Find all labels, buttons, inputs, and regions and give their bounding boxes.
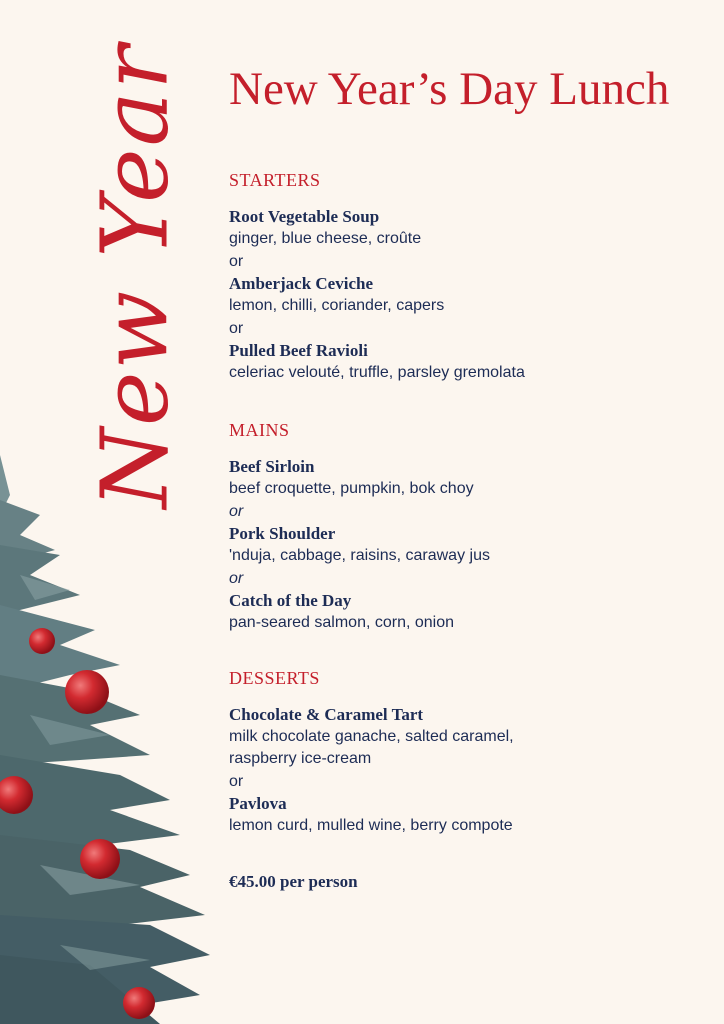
ornament: [80, 839, 120, 879]
section-heading: DESSERTS: [229, 668, 320, 688]
dish-description: milk chocolate ganache, salted caramel,: [229, 728, 514, 745]
section-heading: MAINS: [229, 420, 290, 440]
or-separator: or: [229, 570, 244, 587]
dish-description: lemon, chilli, coriander, capers: [229, 297, 445, 314]
dish-description: 'nduja, cabbage, raisins, caraway jus: [229, 547, 490, 564]
price-per-person: €45.00 per person: [229, 872, 358, 891]
starters-section: [229, 170, 699, 384]
desserts-section: [229, 668, 699, 837]
dish-name: Chocolate & Caramel Tart: [229, 705, 424, 724]
new-year-script-title: New Year: [81, 43, 189, 509]
page-title: New Year’s Day Lunch: [229, 63, 670, 115]
dish-name: Root Vegetable Soup: [229, 207, 380, 226]
dish-description: pan-seared salmon, corn, onion: [229, 614, 455, 631]
dish-description-cont: raspberry ice-cream: [229, 750, 372, 767]
or-separator: or: [229, 320, 244, 337]
section-heading: STARTERS: [229, 170, 321, 190]
or-separator: or: [229, 503, 244, 520]
ornament: [65, 670, 109, 714]
dish-description: beef croquette, pumpkin, bok choy: [229, 480, 474, 497]
or-separator: or: [229, 773, 244, 790]
dish-description: lemon curd, mulled wine, berry compote: [229, 817, 513, 834]
or-separator: or: [229, 253, 244, 270]
dish-name: Pavlova: [229, 794, 287, 813]
dish-description: ginger, blue cheese, croûte: [229, 230, 422, 247]
dish-name: Pulled Beef Ravioli: [229, 341, 368, 360]
dish-description: celeriac velouté, truffle, parsley gremolata: [229, 364, 525, 381]
christmas-tree-illustration: [0, 455, 215, 1024]
mains-section: [229, 420, 699, 634]
ornament: [123, 987, 155, 1019]
dish-name: Amberjack Ceviche: [229, 274, 373, 293]
dish-name: Pork Shoulder: [229, 524, 336, 543]
dish-name: Beef Sirloin: [229, 457, 315, 476]
tree-foliage: [0, 455, 210, 1024]
ornament: [29, 628, 55, 654]
dish-name: Catch of the Day: [229, 591, 352, 610]
